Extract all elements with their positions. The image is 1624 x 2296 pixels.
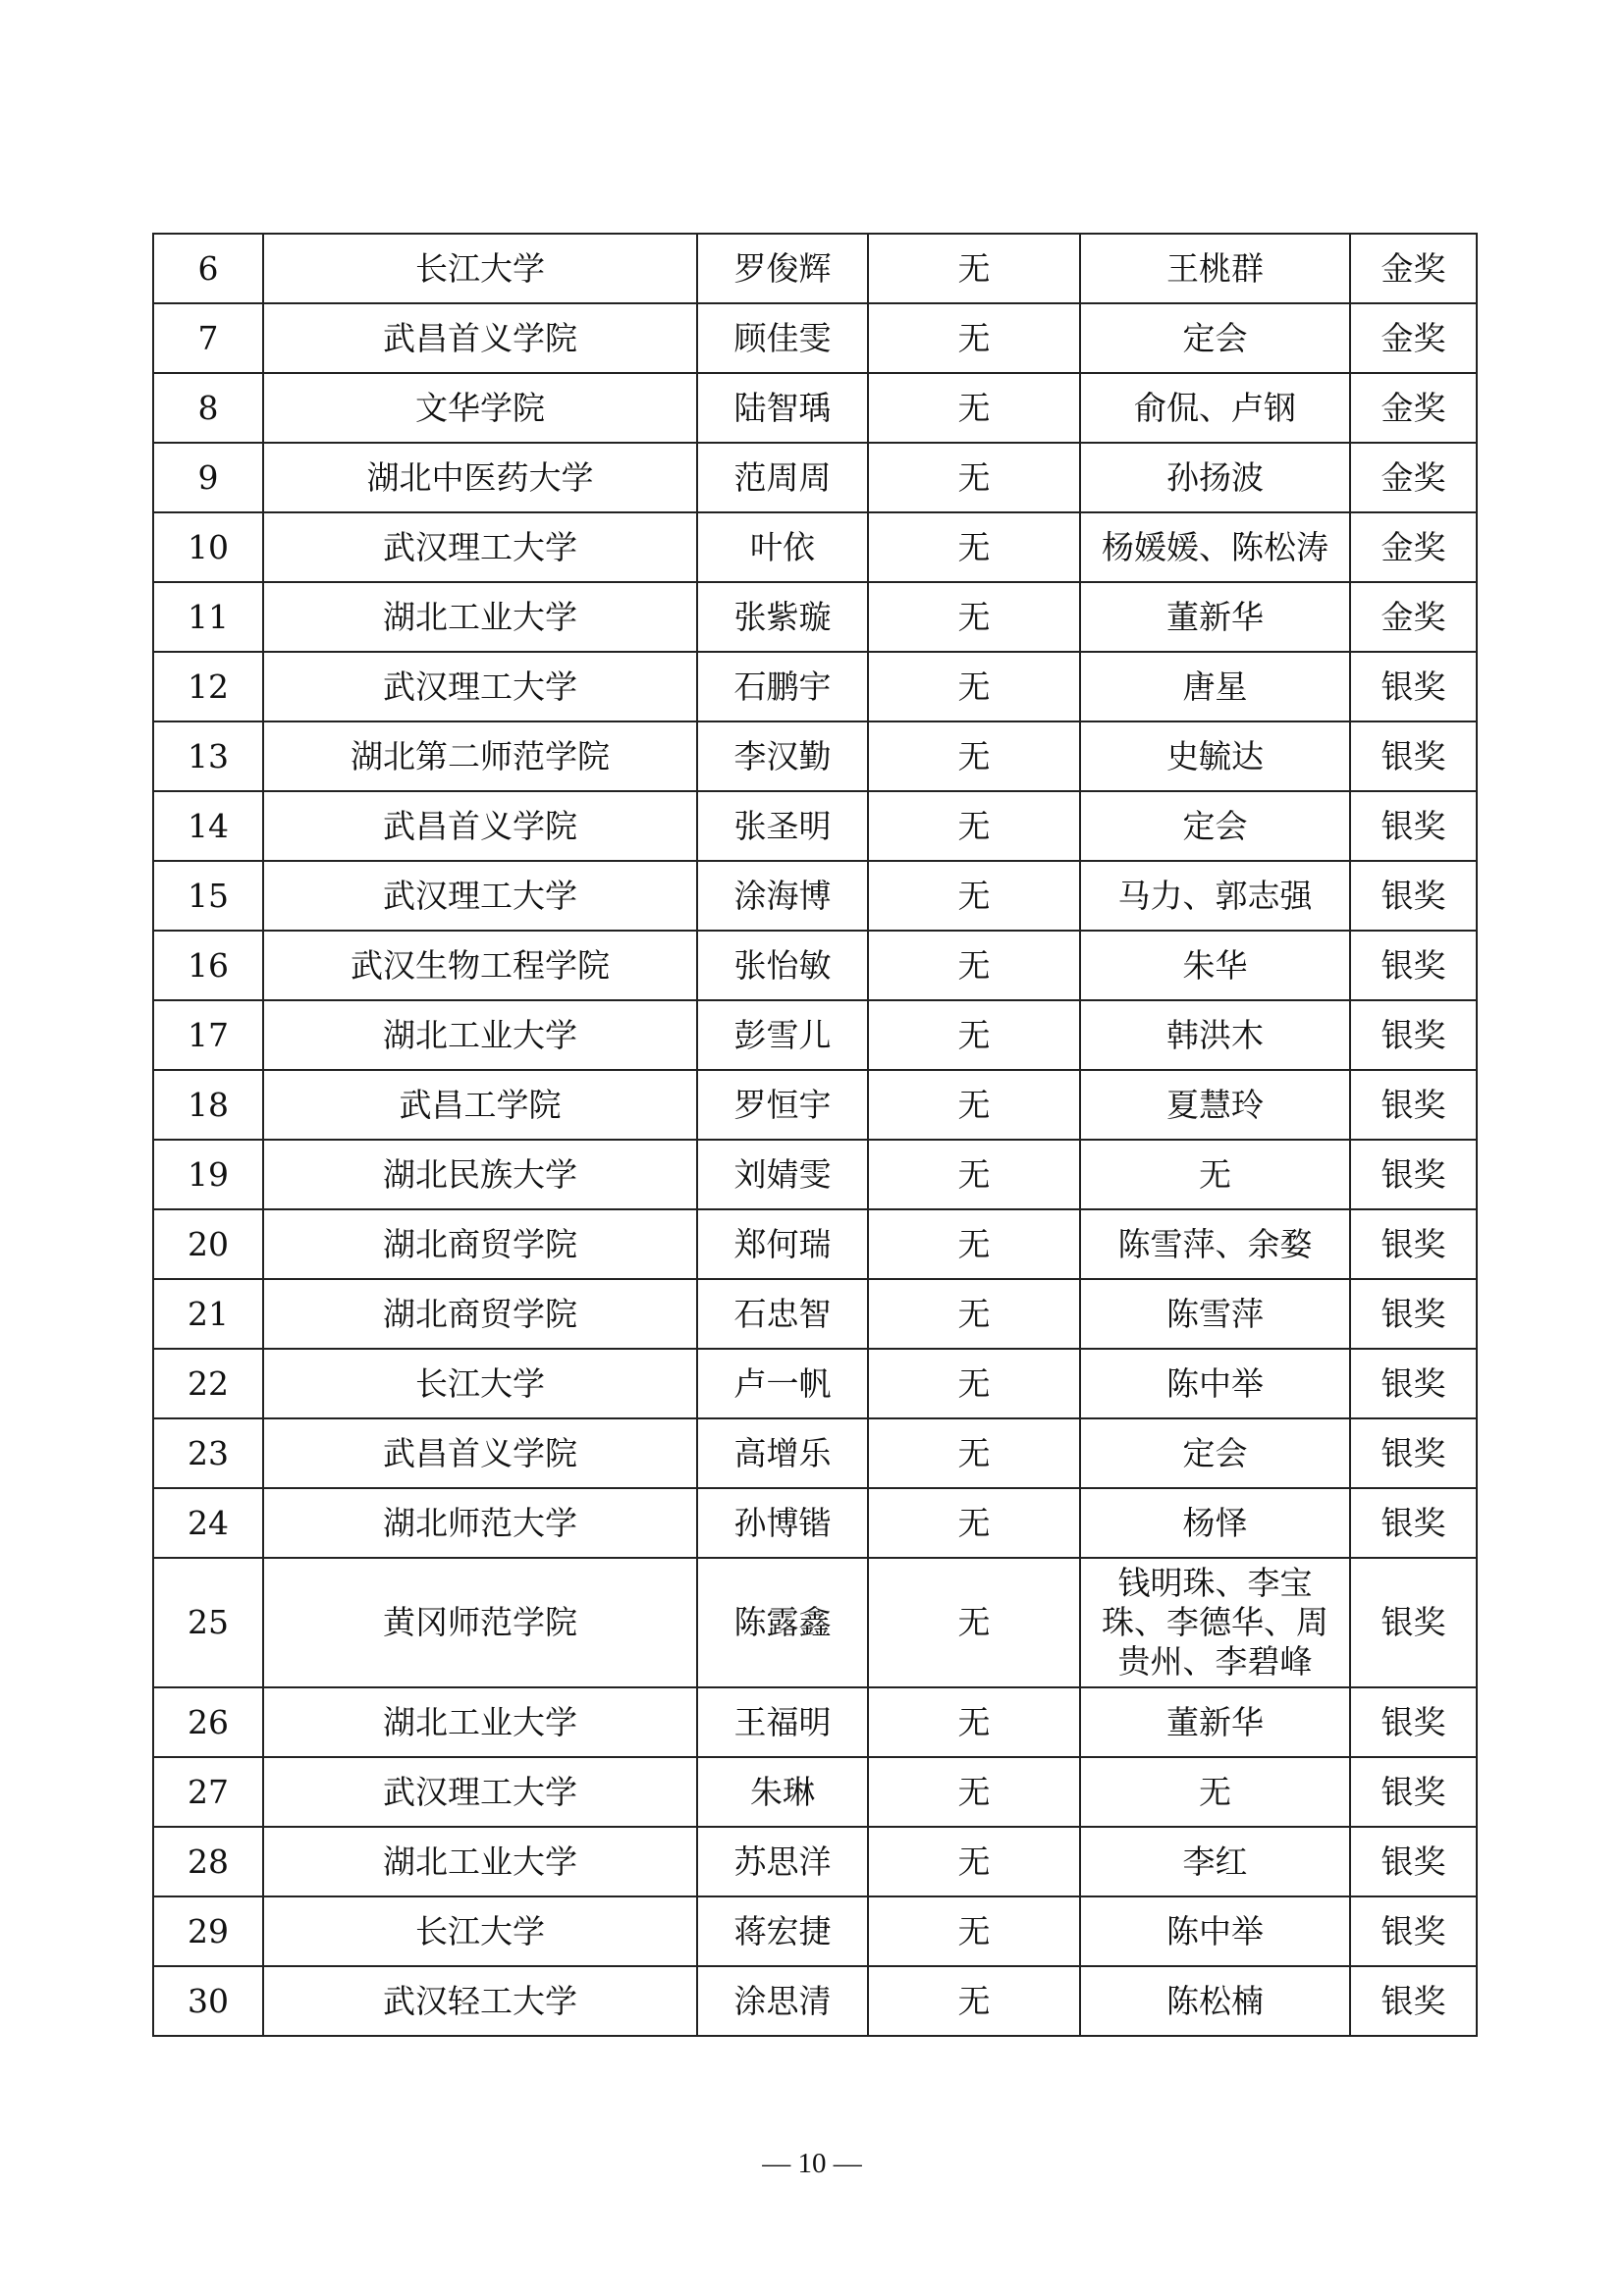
award-cell: 银奖 — [1350, 1070, 1477, 1140]
row-number-cell: 8 — [153, 373, 263, 443]
table-row — [153, 582, 1477, 652]
student-cell: 高增乐 — [697, 1418, 868, 1488]
table-row — [153, 1000, 1477, 1070]
school-cell: 湖北商贸学院 — [263, 1279, 697, 1349]
award-cell: 银奖 — [1350, 1279, 1477, 1349]
table-row — [153, 1279, 1477, 1349]
row-number-cell: 27 — [153, 1757, 263, 1827]
partner-cell: 无 — [868, 1418, 1080, 1488]
table-row — [153, 1966, 1477, 2036]
school-cell: 武昌首义学院 — [263, 791, 697, 861]
partner-cell: 无 — [868, 1349, 1080, 1418]
row-number-cell: 25 — [153, 1558, 263, 1687]
school-cell: 武汉理工大学 — [263, 512, 697, 582]
school-cell: 湖北工业大学 — [263, 1687, 697, 1757]
advisor-cell: 陈雪萍 — [1080, 1279, 1350, 1349]
partner-cell: 无 — [868, 1070, 1080, 1140]
row-number-cell: 29 — [153, 1896, 263, 1966]
partner-cell: 无 — [868, 234, 1080, 303]
partner-cell: 无 — [868, 1558, 1080, 1687]
school-cell: 湖北工业大学 — [263, 1000, 697, 1070]
row-number-cell: 16 — [153, 931, 263, 1000]
award-cell: 银奖 — [1350, 1209, 1477, 1279]
student-cell: 朱琳 — [697, 1757, 868, 1827]
award-cell: 银奖 — [1350, 721, 1477, 791]
award-cell: 金奖 — [1350, 582, 1477, 652]
award-cell: 银奖 — [1350, 1687, 1477, 1757]
school-cell: 武汉理工大学 — [263, 652, 697, 721]
school-cell: 湖北民族大学 — [263, 1140, 697, 1209]
table-row — [153, 1418, 1477, 1488]
student-cell: 顾佳雯 — [697, 303, 868, 373]
advisor-cell: 俞侃、卢钢 — [1080, 373, 1350, 443]
award-cell: 银奖 — [1350, 791, 1477, 861]
student-cell: 罗俊辉 — [697, 234, 868, 303]
awards-table — [152, 233, 1478, 2037]
school-cell: 湖北第二师范学院 — [263, 721, 697, 791]
table-row — [153, 721, 1477, 791]
row-number-cell: 12 — [153, 652, 263, 721]
row-number-cell: 13 — [153, 721, 263, 791]
student-cell: 陆智瑀 — [697, 373, 868, 443]
award-cell: 银奖 — [1350, 652, 1477, 721]
table-row — [153, 791, 1477, 861]
advisor-cell: 史毓达 — [1080, 721, 1350, 791]
advisor-cell: 定会 — [1080, 1418, 1350, 1488]
partner-cell: 无 — [868, 1757, 1080, 1827]
table-row — [153, 1757, 1477, 1827]
advisor-cell: 朱华 — [1080, 931, 1350, 1000]
school-cell: 武昌工学院 — [263, 1070, 697, 1140]
table-row — [153, 234, 1477, 303]
school-cell: 湖北师范大学 — [263, 1488, 697, 1558]
student-cell: 孙博锴 — [697, 1488, 868, 1558]
table-row — [153, 1140, 1477, 1209]
advisor-cell: 韩洪木 — [1080, 1000, 1350, 1070]
table-row — [153, 373, 1477, 443]
student-cell: 王福明 — [697, 1687, 868, 1757]
advisor-cell: 董新华 — [1080, 1687, 1350, 1757]
advisor-cell: 陈中举 — [1080, 1896, 1350, 1966]
partner-cell: 无 — [868, 721, 1080, 791]
table-row — [153, 1827, 1477, 1896]
school-cell: 黄冈师范学院 — [263, 1558, 697, 1687]
school-cell: 长江大学 — [263, 1349, 697, 1418]
student-cell: 张紫璇 — [697, 582, 868, 652]
partner-cell: 无 — [868, 931, 1080, 1000]
advisor-cell: 王桃群 — [1080, 234, 1350, 303]
advisor-cell: 孙扬波 — [1080, 443, 1350, 512]
advisor-cell: 无 — [1080, 1757, 1350, 1827]
school-cell: 湖北工业大学 — [263, 1827, 697, 1896]
award-cell: 银奖 — [1350, 1349, 1477, 1418]
advisor-cell: 李红 — [1080, 1827, 1350, 1896]
advisor-cell: 唐星 — [1080, 652, 1350, 721]
advisor-cell: 定会 — [1080, 791, 1350, 861]
row-number-cell: 14 — [153, 791, 263, 861]
advisor-cell: 无 — [1080, 1140, 1350, 1209]
row-number-cell: 20 — [153, 1209, 263, 1279]
partner-cell: 无 — [868, 1209, 1080, 1279]
school-cell: 武汉生物工程学院 — [263, 931, 697, 1000]
row-number-cell: 21 — [153, 1279, 263, 1349]
student-cell: 张怡敏 — [697, 931, 868, 1000]
school-cell: 武昌首义学院 — [263, 303, 697, 373]
student-cell: 刘婧雯 — [697, 1140, 868, 1209]
row-number-cell: 30 — [153, 1966, 263, 2036]
student-cell: 涂海博 — [697, 861, 868, 931]
student-cell: 叶依 — [697, 512, 868, 582]
award-cell: 银奖 — [1350, 1757, 1477, 1827]
row-number-cell: 19 — [153, 1140, 263, 1209]
student-cell: 张圣明 — [697, 791, 868, 861]
table-row — [153, 1349, 1477, 1418]
page-number: — 10 — — [762, 2148, 862, 2179]
award-cell: 金奖 — [1350, 373, 1477, 443]
row-number-cell: 23 — [153, 1418, 263, 1488]
table-row — [153, 303, 1477, 373]
partner-cell: 无 — [868, 1279, 1080, 1349]
award-cell: 银奖 — [1350, 861, 1477, 931]
advisor-cell: 杨怿 — [1080, 1488, 1350, 1558]
partner-cell: 无 — [868, 1896, 1080, 1966]
school-cell: 武汉理工大学 — [263, 1757, 697, 1827]
school-cell: 湖北工业大学 — [263, 582, 697, 652]
school-cell: 湖北中医药大学 — [263, 443, 697, 512]
student-cell: 陈露鑫 — [697, 1558, 868, 1687]
partner-cell: 无 — [868, 303, 1080, 373]
advisor-cell: 陈松楠 — [1080, 1966, 1350, 2036]
row-number-cell: 6 — [153, 234, 263, 303]
advisor-cell: 马力、郭志强 — [1080, 861, 1350, 931]
student-cell: 李汉勤 — [697, 721, 868, 791]
student-cell: 涂思清 — [697, 1966, 868, 2036]
student-cell: 罗恒宇 — [697, 1070, 868, 1140]
award-cell: 银奖 — [1350, 1966, 1477, 2036]
advisor-cell: 陈中举 — [1080, 1349, 1350, 1418]
partner-cell: 无 — [868, 1827, 1080, 1896]
table-row — [153, 512, 1477, 582]
advisor-cell: 钱明珠、李宝珠、李德华、周贵州、李碧峰 — [1080, 1558, 1350, 1687]
student-cell: 彭雪儿 — [697, 1000, 868, 1070]
row-number-cell: 10 — [153, 512, 263, 582]
table-row — [153, 931, 1477, 1000]
partner-cell: 无 — [868, 652, 1080, 721]
row-number-cell: 26 — [153, 1687, 263, 1757]
table-row — [153, 443, 1477, 512]
partner-cell: 无 — [868, 1488, 1080, 1558]
partner-cell: 无 — [868, 861, 1080, 931]
award-cell: 金奖 — [1350, 443, 1477, 512]
partner-cell: 无 — [868, 373, 1080, 443]
school-cell: 文华学院 — [263, 373, 697, 443]
row-number-cell: 28 — [153, 1827, 263, 1896]
advisor-cell: 夏慧玲 — [1080, 1070, 1350, 1140]
award-cell: 银奖 — [1350, 1140, 1477, 1209]
award-cell: 金奖 — [1350, 234, 1477, 303]
table-row — [153, 652, 1477, 721]
partner-cell: 无 — [868, 582, 1080, 652]
school-cell: 湖北商贸学院 — [263, 1209, 697, 1279]
student-cell: 郑何瑞 — [697, 1209, 868, 1279]
table-row — [153, 1488, 1477, 1558]
partner-cell: 无 — [868, 1000, 1080, 1070]
partner-cell: 无 — [868, 1966, 1080, 2036]
school-cell: 武汉理工大学 — [263, 861, 697, 931]
table-row — [153, 1070, 1477, 1140]
partner-cell: 无 — [868, 1140, 1080, 1209]
row-number-cell: 9 — [153, 443, 263, 512]
table-row — [153, 1209, 1477, 1279]
row-number-cell: 24 — [153, 1488, 263, 1558]
student-cell: 蒋宏捷 — [697, 1896, 868, 1966]
award-cell: 银奖 — [1350, 1000, 1477, 1070]
table-row — [153, 1896, 1477, 1966]
award-cell: 银奖 — [1350, 1488, 1477, 1558]
advisor-cell: 陈雪萍、余婺 — [1080, 1209, 1350, 1279]
partner-cell: 无 — [868, 1687, 1080, 1757]
school-cell: 长江大学 — [263, 234, 697, 303]
partner-cell: 无 — [868, 443, 1080, 512]
table-row — [153, 861, 1477, 931]
table-row — [153, 1687, 1477, 1757]
student-cell: 石忠智 — [697, 1279, 868, 1349]
advisor-cell: 杨媛媛、陈松涛 — [1080, 512, 1350, 582]
row-number-cell: 17 — [153, 1000, 263, 1070]
partner-cell: 无 — [868, 791, 1080, 861]
school-cell: 武汉轻工大学 — [263, 1966, 697, 2036]
award-cell: 银奖 — [1350, 931, 1477, 1000]
row-number-cell: 11 — [153, 582, 263, 652]
award-cell: 银奖 — [1350, 1827, 1477, 1896]
award-cell: 金奖 — [1350, 512, 1477, 582]
row-number-cell: 15 — [153, 861, 263, 931]
row-number-cell: 22 — [153, 1349, 263, 1418]
award-cell: 银奖 — [1350, 1896, 1477, 1966]
advisor-cell: 董新华 — [1080, 582, 1350, 652]
school-cell: 长江大学 — [263, 1896, 697, 1966]
award-cell: 银奖 — [1350, 1418, 1477, 1488]
student-cell: 石鹏宇 — [697, 652, 868, 721]
school-cell: 武昌首义学院 — [263, 1418, 697, 1488]
partner-cell: 无 — [868, 512, 1080, 582]
student-cell: 苏思洋 — [697, 1827, 868, 1896]
row-number-cell: 18 — [153, 1070, 263, 1140]
student-cell: 范周周 — [697, 443, 868, 512]
awards-table-body — [153, 234, 1477, 2036]
advisor-cell: 定会 — [1080, 303, 1350, 373]
row-number-cell: 7 — [153, 303, 263, 373]
award-cell: 金奖 — [1350, 303, 1477, 373]
table-row — [153, 1558, 1477, 1687]
award-cell: 银奖 — [1350, 1558, 1477, 1687]
student-cell: 卢一帆 — [697, 1349, 868, 1418]
